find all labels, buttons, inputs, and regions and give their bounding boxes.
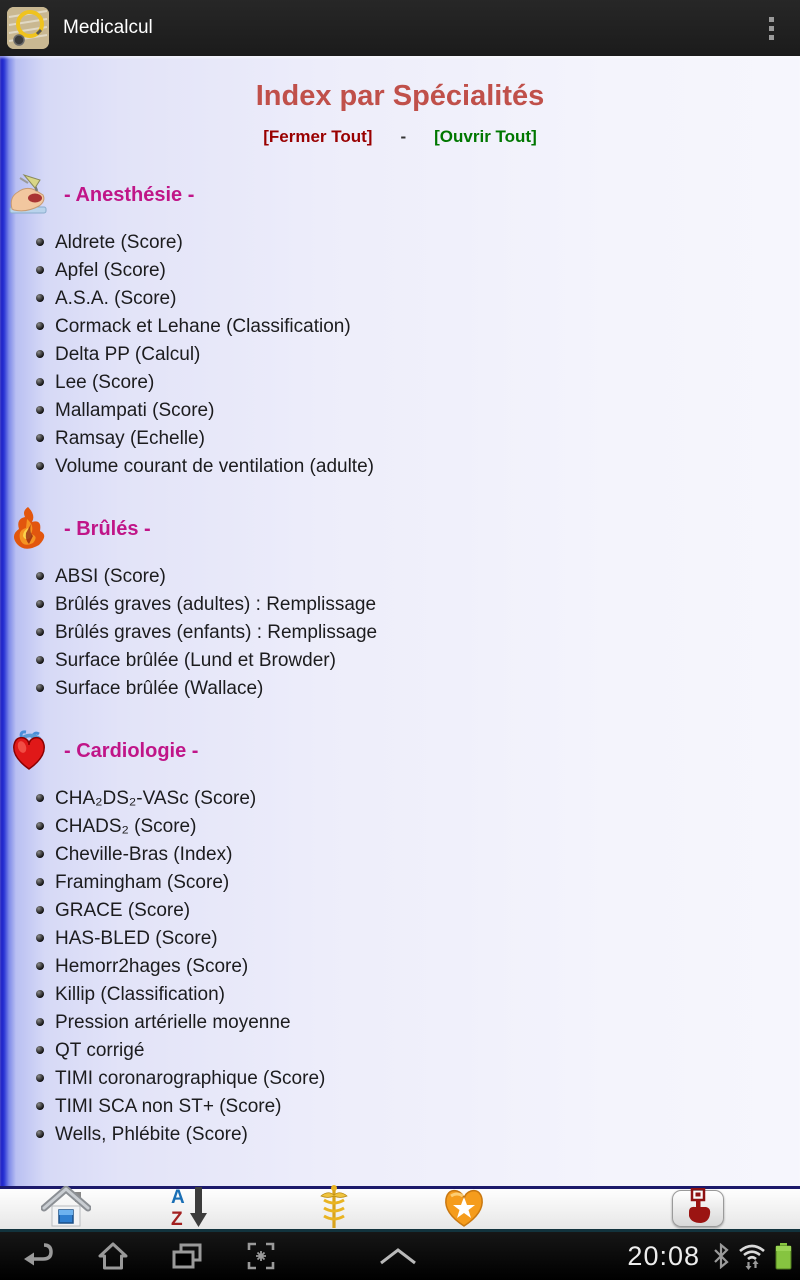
calculator-item[interactable]: CHA₂DS₂-VASc (Score) [36, 785, 800, 813]
expand-collapse-row [0, 127, 800, 147]
caduceus-icon [319, 1184, 349, 1235]
app-logo-stethoscope-icon[interactable] [7, 7, 49, 49]
burn-icon [8, 507, 50, 551]
capture-button[interactable] [244, 1240, 278, 1272]
wifi-icon [738, 1242, 766, 1270]
calculator-item[interactable]: Pression artérielle moyenne [36, 1009, 800, 1037]
calculator-item[interactable]: ABSI (Score) [36, 563, 800, 591]
home-icon [41, 1186, 91, 1233]
calculator-list [0, 229, 800, 481]
svg-text:A: A [171, 1186, 185, 1208]
bottom-toolbar [0, 1186, 800, 1232]
calculator-item[interactable]: HAS-BLED (Score) [36, 925, 800, 953]
content-area [0, 56, 800, 1186]
calculator-item[interactable]: Surface brûlée (Lund et Browder) [36, 647, 800, 675]
calculator-item[interactable]: QT corrigé [36, 1037, 800, 1065]
calculator-list [0, 785, 800, 1149]
status-cluster [627, 1232, 792, 1280]
favorites-heart-star-icon [441, 1186, 487, 1233]
calculator-item[interactable]: Hemorr2hages (Score) [36, 953, 800, 981]
section-title: - Anesthésie - [64, 183, 195, 206]
calculator-item[interactable]: Cheville-Bras (Index) [36, 841, 800, 869]
specialties-button[interactable] [308, 1190, 360, 1228]
back-button[interactable] [22, 1240, 56, 1272]
calculator-item[interactable]: Ramsay (Echelle) [36, 425, 800, 453]
home-nav-button[interactable] [96, 1240, 130, 1272]
calculator-item[interactable]: Killip (Classification) [36, 981, 800, 1009]
recents-button[interactable] [170, 1240, 204, 1272]
calculator-item[interactable]: Mallampati (Score) [36, 397, 800, 425]
section-title: - Cardiologie - [64, 739, 199, 762]
calculator-item[interactable]: Surface brûlée (Wallace) [36, 675, 800, 703]
pointer-hand-icon [681, 1188, 715, 1229]
section-title: - Brûlés - [64, 517, 151, 540]
calculator-item[interactable]: Volume courant de ventilation (adulte) [36, 453, 800, 481]
section-header-0[interactable] [8, 173, 800, 217]
calculator-list [0, 563, 800, 703]
sort-alphabetical-button[interactable] [164, 1186, 216, 1229]
battery-icon [775, 1242, 792, 1270]
svg-text:Z: Z [171, 1208, 183, 1229]
calculator-item[interactable]: CHADS₂ (Score) [36, 813, 800, 841]
calculator-item[interactable]: Cormack et Lehane (Classification) [36, 313, 800, 341]
section-header-1[interactable] [8, 507, 800, 551]
favorites-button[interactable] [438, 1190, 490, 1228]
calculator-item[interactable]: Apfel (Score) [36, 257, 800, 285]
expand-all-link[interactable]: [Ouvrir Tout] [434, 127, 537, 146]
calculator-item[interactable]: Aldrete (Score) [36, 229, 800, 257]
calculator-item[interactable]: Delta PP (Calcul) [36, 341, 800, 369]
calculator-item[interactable]: Brûlés graves (enfants) : Remplissage [36, 619, 800, 647]
collapse-all-link[interactable]: [Fermer Tout] [263, 127, 373, 146]
selection-mode-button[interactable] [672, 1190, 724, 1227]
specialty-section [0, 507, 800, 703]
specialty-section [0, 173, 800, 481]
cardiology-heart-icon [8, 729, 50, 773]
calculator-item[interactable]: TIMI SCA non ST+ (Score) [36, 1093, 800, 1121]
calculator-item[interactable]: TIMI coronarographique (Score) [36, 1065, 800, 1093]
nav-left-group [22, 1240, 278, 1272]
specialty-section [0, 729, 800, 1149]
section-header-2[interactable] [8, 729, 800, 773]
sections-container [0, 173, 800, 1149]
calculator-item[interactable]: Wells, Phlébite (Score) [36, 1121, 800, 1149]
sort-az-icon [168, 1185, 212, 1234]
chevron-up-button[interactable] [368, 1240, 428, 1272]
app-title: Medicalcul [63, 17, 153, 38]
action-bar [0, 0, 800, 56]
android-navbar [0, 1232, 800, 1280]
calculator-item[interactable]: Framingham (Score) [36, 869, 800, 897]
calculator-item[interactable]: A.S.A. (Score) [36, 285, 800, 313]
separator-dash: - [400, 127, 407, 146]
anesthesia-icon [8, 173, 50, 217]
home-button[interactable] [40, 1190, 92, 1228]
calculator-item[interactable]: GRACE (Score) [36, 897, 800, 925]
bluetooth-icon [713, 1243, 729, 1269]
overflow-menu-icon[interactable] [756, 10, 786, 46]
calculator-item[interactable]: Lee (Score) [36, 369, 800, 397]
calculator-item[interactable]: Brûlés graves (adultes) : Remplissage [36, 591, 800, 619]
clock: 20:08 [627, 1240, 700, 1271]
page-title: Index par Spécialités [255, 80, 545, 112]
